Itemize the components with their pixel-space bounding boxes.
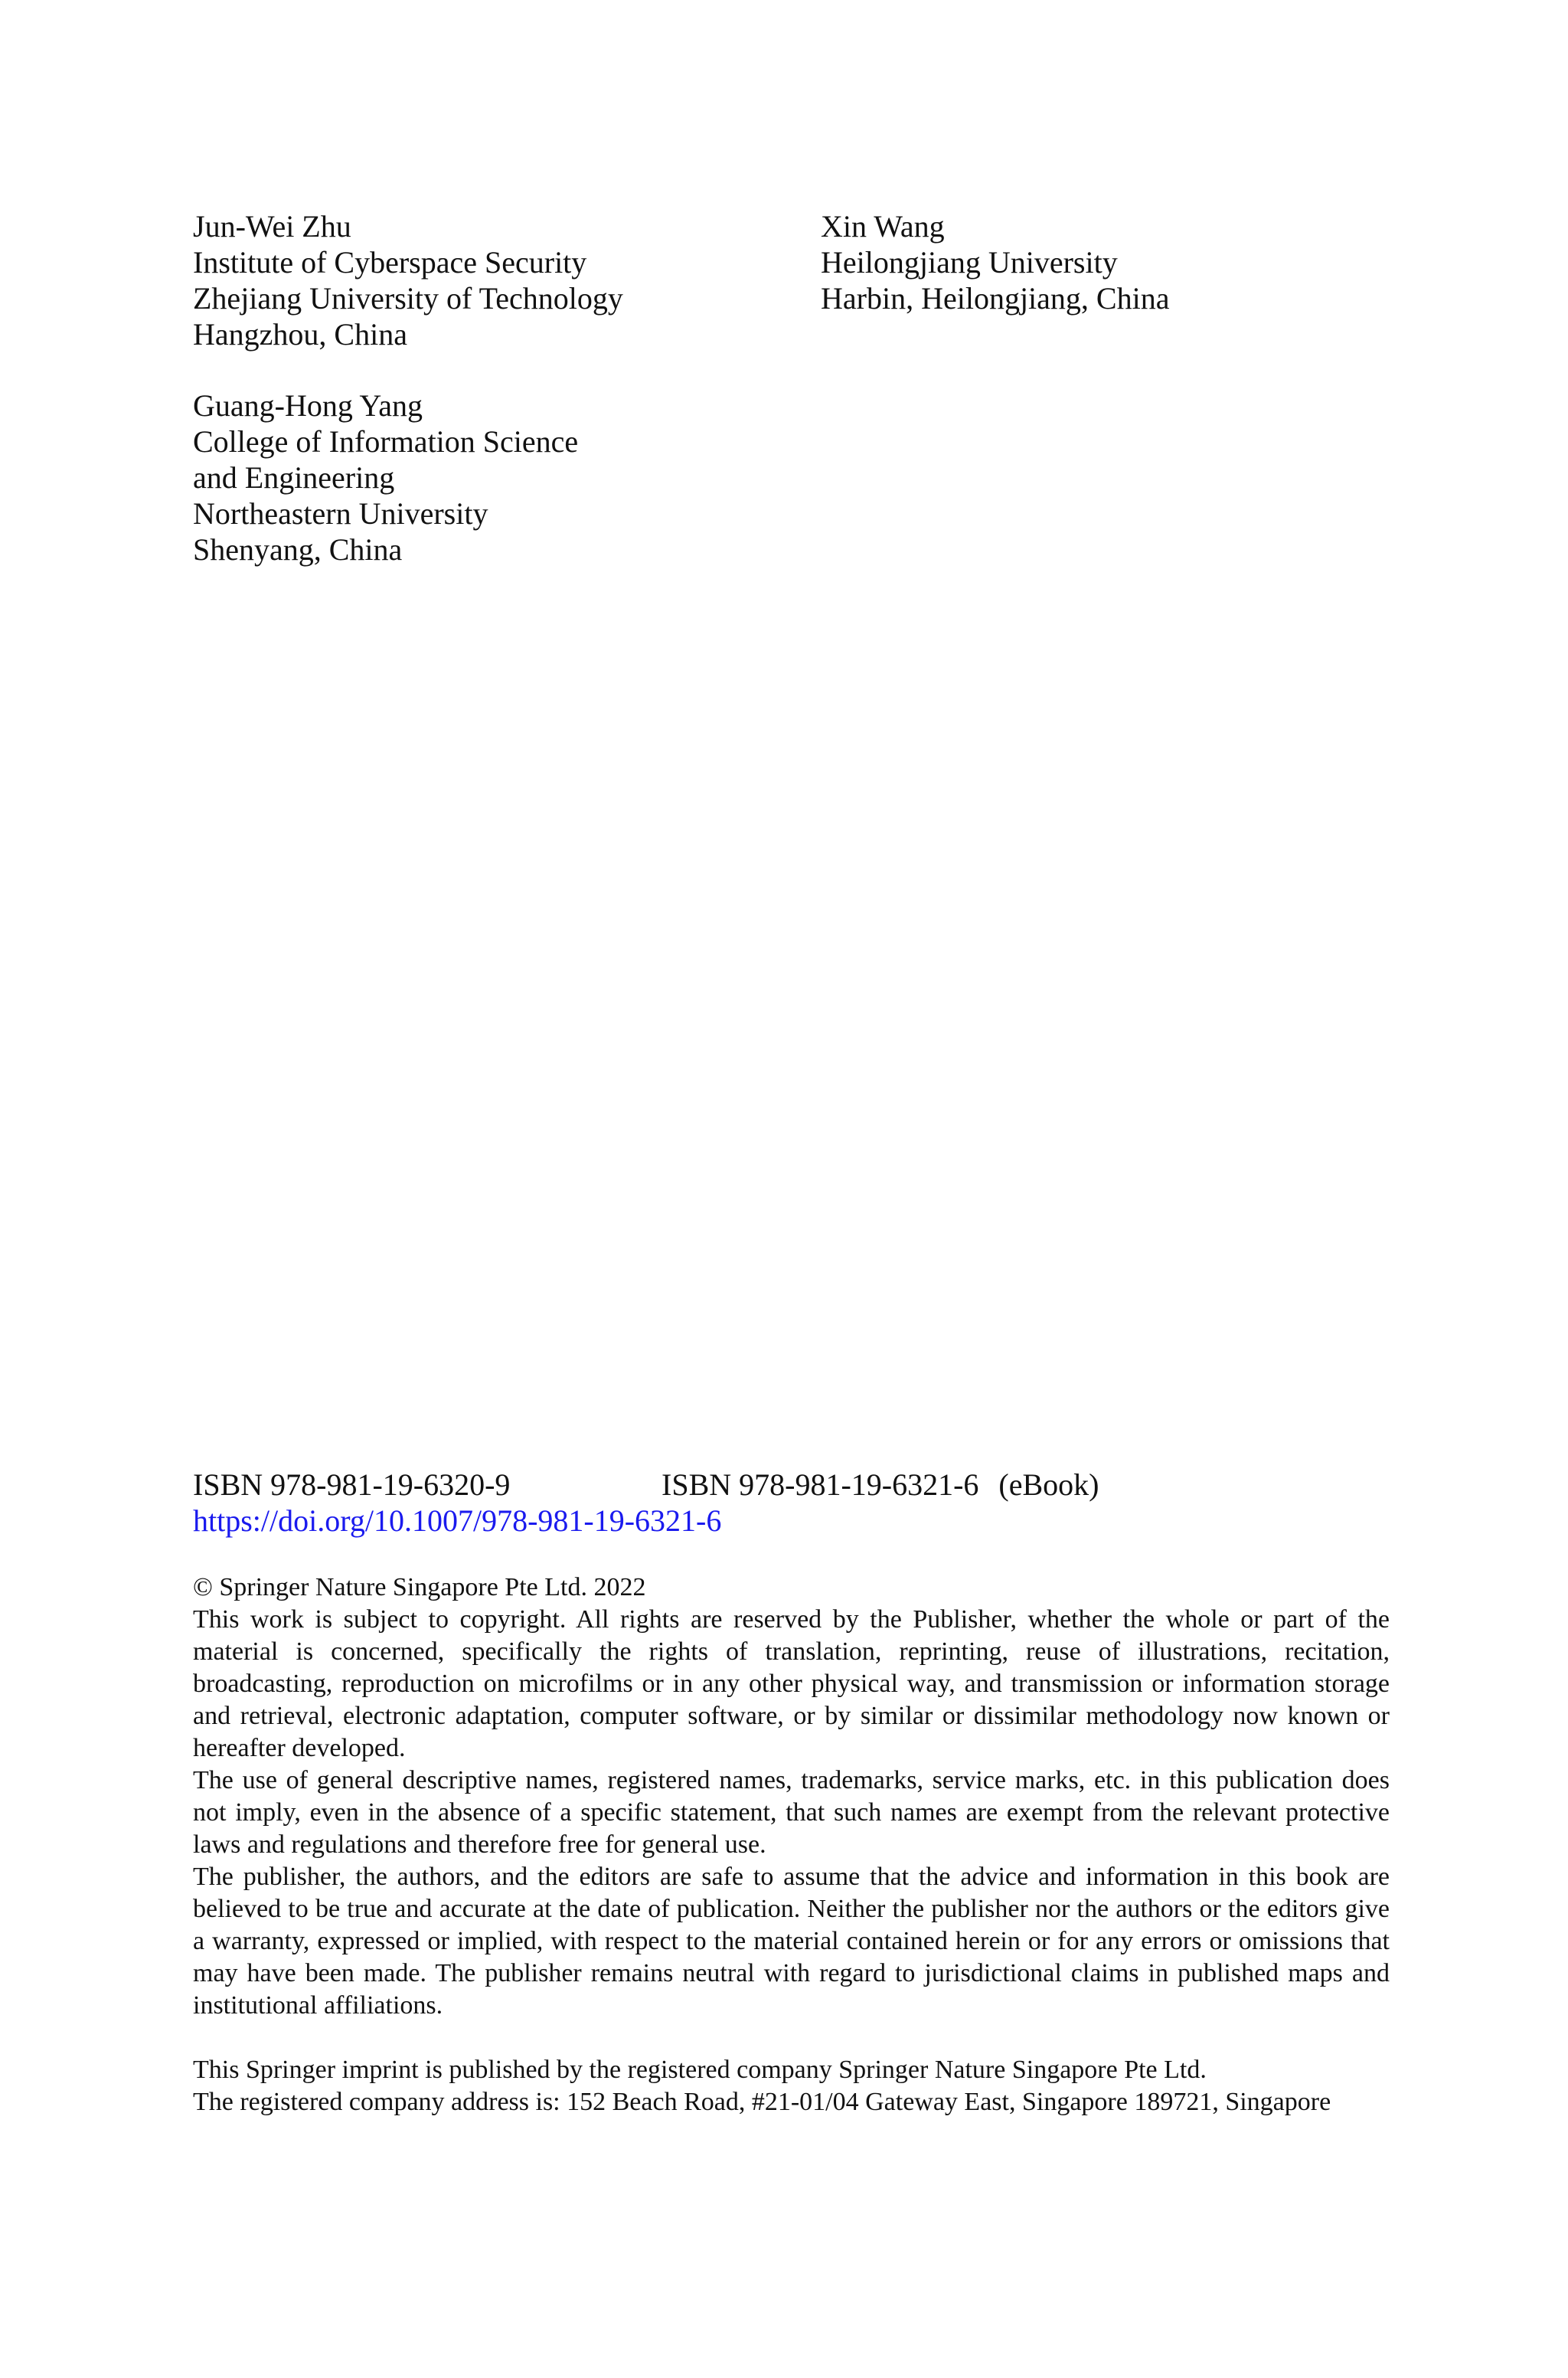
affiliation-line: Hangzhou, China xyxy=(193,317,407,352)
copyright-paragraph: This work is subject to copyright. All rights are reserved by the Publisher, whether the whole or part of the material is concerned, specifically the rights of translation, reprinting, reuse of illustrations, recitation, broadcasting, reproduction on microfilms or in any other physical way, and transmission or information storage and retrieval, electronic adaptation, computer software, or by similar or dissimilar methodology now known or hereafter developed. xyxy=(193,1605,1390,1762)
isbn-ebook-number: ISBN 978-981-19-6321-6 xyxy=(662,1467,979,1502)
isbn-print: ISBN 978-981-19-6320-9 xyxy=(193,1467,511,1502)
affiliation-line: Shenyang, China xyxy=(193,532,403,567)
imprint-line: This Springer imprint is published by the registered company Springer Nature Singapore Pte Ltd. xyxy=(193,2056,1207,2084)
copyright-line: © Springer Nature Singapore Pte Ltd. 2022 xyxy=(193,1573,646,1601)
author-name: Jun-Wei Zhu xyxy=(193,209,351,244)
legal-notice xyxy=(193,1572,1390,2118)
affiliation-line: and Engineering xyxy=(193,460,395,495)
author-block-jun-wei-zhu xyxy=(193,208,623,352)
doi-link[interactable]: https://doi.org/10.1007/978-981-19-6321-6 xyxy=(193,1503,722,1538)
affiliation-line: Harbin, Heilongjiang, China xyxy=(821,281,1170,316)
affiliation-line: Northeastern University xyxy=(193,496,488,531)
isbn-ebook-type: (eBook) xyxy=(998,1467,1099,1502)
author-name: Guang-Hong Yang xyxy=(193,388,423,423)
disclaimer-paragraph: The publisher, the authors, and the editors are safe to assume that the advice and information in this book are believed to be true and accurate at the date of publication. Neither the publisher nor the authors or the editors give a warranty, expressed or implied, with respect to the material contained herein or for any errors or omissions that may have been made. The publisher remains neutral with regard to jurisdictional claims in published maps and institutional affiliations. xyxy=(193,1863,1390,2020)
author-block-xin-wang xyxy=(821,208,1169,316)
paragraph-spacer xyxy=(193,2022,1390,2054)
affiliation-line: College of Information Science xyxy=(193,424,579,459)
affiliation-line: Institute of Cyberspace Security xyxy=(193,245,587,280)
affiliation-line: Zhejiang University of Technology xyxy=(193,281,623,316)
affiliation-line: Heilongjiang University xyxy=(821,245,1118,280)
author-name: Xin Wang xyxy=(821,209,945,244)
address-line: The registered company address is: 152 Beach Road, #21-01/04 Gateway East, Singapore 189721, Singapore xyxy=(193,2088,1331,2116)
isbn-ebook xyxy=(662,1467,1099,1503)
author-block-guang-hong-yang xyxy=(193,388,578,568)
trademark-paragraph: The use of general descriptive names, registered names, trademarks, service marks, etc. in this publication does not imply, even in the absence of a specific statement, that such names are exempt from the relevant protective laws and regulations and therefore free for general use. xyxy=(193,1766,1390,1859)
